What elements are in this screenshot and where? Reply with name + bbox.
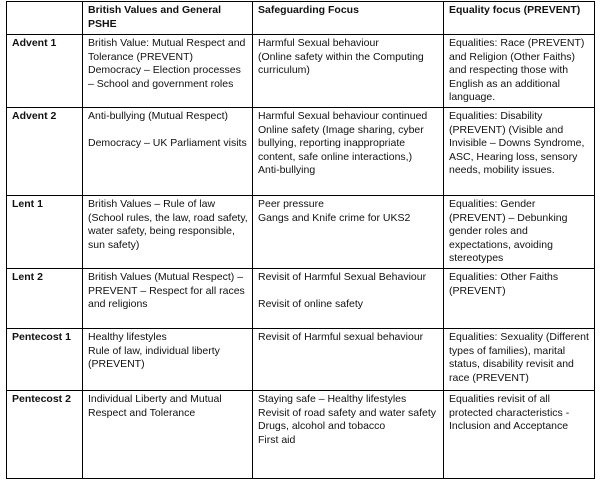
cell-line: Harmful Sexual behaviour continued [258,109,428,122]
equality-cell [444,107,595,195]
equality-cell [444,35,595,108]
cell-line: Healthy lifestyles [88,330,167,343]
equality-cell [444,268,595,328]
table-row [7,268,595,328]
cell-line: British Value: Mutual Respect and Tolerance (PREVENT) [88,37,246,63]
cell-line: Equalities: Sexuality (Different types of families), marital status, disability revisit and race (PREVENT) [449,330,589,384]
cell-line: Equalities: Other Faiths (PREVENT) [449,270,559,297]
cell-line: (Online safety within the Computing curriculum) [258,50,424,77]
cell-line: Peer pressure [258,197,324,210]
cell-line: Democracy – Election processes – School and government roles [88,64,241,90]
cell-line: Revisit of online safety [258,298,364,311]
table-row [7,195,595,268]
term-cell: Pentecost 1 [7,328,83,390]
cell-line: Individual Liberty and Mutual Respect and Tolerance [88,392,222,419]
document [6,1,595,479]
header-equality: Equality focus (PREVENT) [444,2,595,35]
safeguarding-cell [253,328,444,390]
cell-line: Gangs and Knife crime for UKS2 [258,211,411,224]
header-row [7,2,595,35]
cell-line: Drugs, alcohol and tobacco [258,420,386,433]
equality-cell [444,328,595,390]
cell-line: First aid [258,433,296,446]
safeguarding-cell [253,268,444,328]
values-cell [83,328,253,390]
table-row [7,35,595,108]
equality-cell [444,390,595,478]
term-cell: Lent 1 [7,195,83,268]
header-british-values: British Values and General PSHE [83,2,253,35]
cell-line: Democracy – UK Parliament visits [88,137,247,150]
cell-line: Anti-bullying (Mutual Respect) [88,109,229,122]
safeguarding-cell [253,195,444,268]
table-row [7,390,595,478]
cell-line: British Values (Mutual Respect) – PREVENT – Respect for all races and religions [88,270,245,311]
cell-line: Revisit of Harmful Sexual Behaviour [258,270,427,283]
values-cell [83,390,253,478]
cell-line: Online safety (Image sharing, cyber bullying, reporting inappropriate content, safe online interactions,) [258,123,424,163]
cell-blank-line [258,285,439,299]
values-cell [83,268,253,328]
table-row [7,107,595,195]
cell-line: Equalities: Disability (PREVENT) (Visible and Invisible – Downs Syndrome, ASC, Hearing loss, sensory needs, mobility issues. [449,109,585,177]
equality-cell [444,195,595,268]
table-row [7,328,595,390]
cell-line: Rule of law, individual liberty (PREVENT) [88,344,220,371]
cell-line: Revisit of Harmful sexual behaviour [258,330,424,343]
cell-line: Equalities: Gender (PREVENT) – Debunking gender roles and expectations, avoiding stereotypes [449,197,568,265]
curriculum-table [6,1,595,479]
cell-line: Staying safe – Healthy lifestyles [258,392,407,405]
term-cell: Advent 2 [7,107,83,195]
header-safeguarding: Safeguarding Focus [253,2,444,35]
term-cell: Pentecost 2 [7,390,83,478]
cell-line: Revisit of road safety and water safety [258,406,437,419]
values-cell [83,35,253,108]
term-cell: Advent 1 [7,35,83,108]
values-cell [83,195,253,268]
safeguarding-cell [253,390,444,478]
term-cell: Lent 2 [7,268,83,328]
safeguarding-cell [253,107,444,195]
cell-line: Anti-bullying [258,164,316,177]
header-term [7,2,83,35]
cell-line: British Values – Rule of law (School rules, the law, road safety, water safety, being responsible, sun safety) [88,197,248,251]
cell-line: Equalities: Race (PREVENT) and Religion (Other Faiths) and respecting those with English as an additional language. [449,37,585,104]
safeguarding-cell [253,35,444,108]
values-cell [83,107,253,195]
cell-line: Equalities revisit of all protected characteristics - Inclusion and Acceptance [449,392,570,433]
cell-blank-line [88,124,248,138]
cell-line: Harmful Sexual behaviour [258,37,379,49]
